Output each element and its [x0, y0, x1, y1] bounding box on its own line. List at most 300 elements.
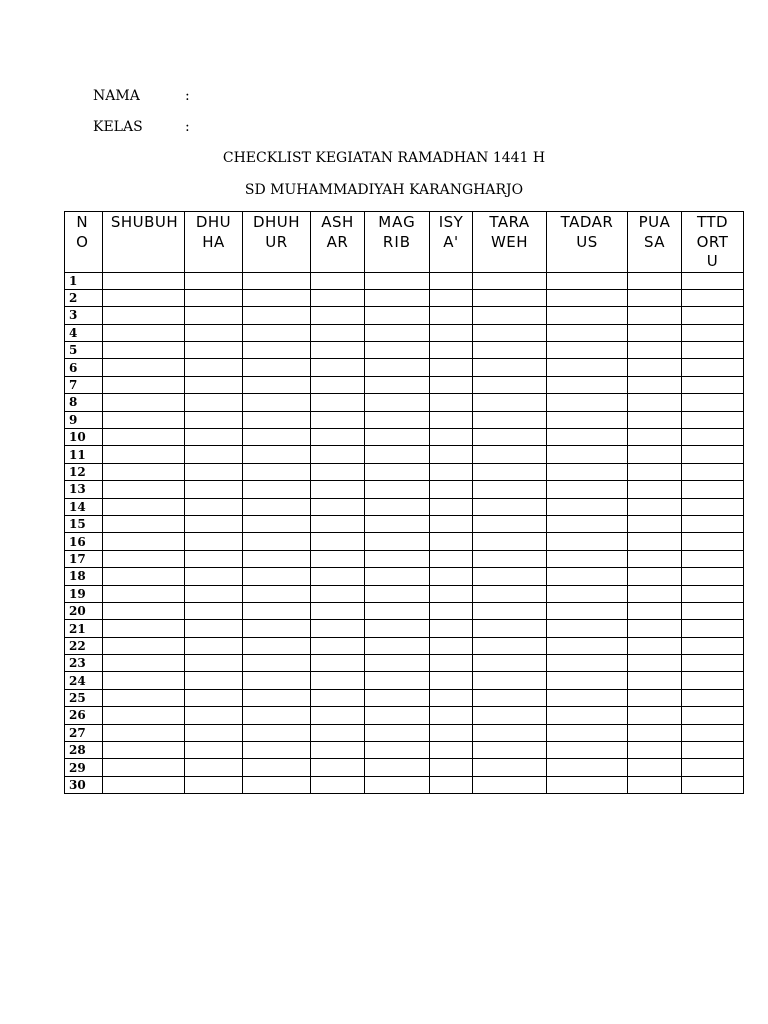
checklist-cell[interactable] — [311, 446, 365, 463]
checklist-cell[interactable] — [103, 533, 185, 550]
checklist-cell[interactable] — [103, 376, 185, 393]
checklist-cell[interactable] — [185, 568, 243, 585]
checklist-cell[interactable] — [430, 498, 473, 515]
checklist-cell[interactable] — [547, 655, 628, 672]
checklist-cell[interactable] — [547, 742, 628, 759]
checklist-cell[interactable] — [628, 602, 682, 619]
checklist-cell[interactable] — [243, 585, 311, 602]
checklist-cell[interactable] — [185, 376, 243, 393]
checklist-cell[interactable] — [243, 498, 311, 515]
checklist-cell[interactable] — [243, 446, 311, 463]
checklist-cell[interactable] — [628, 672, 682, 689]
checklist-cell[interactable] — [473, 463, 547, 480]
checklist-cell[interactable] — [311, 359, 365, 376]
checklist-cell[interactable] — [628, 637, 682, 654]
checklist-cell[interactable] — [311, 272, 365, 289]
checklist-cell[interactable] — [185, 672, 243, 689]
checklist-cell[interactable] — [365, 568, 430, 585]
checklist-cell[interactable] — [473, 550, 547, 567]
checklist-cell[interactable] — [103, 463, 185, 480]
checklist-cell[interactable] — [185, 481, 243, 498]
checklist-cell[interactable] — [682, 272, 744, 289]
checklist-cell[interactable] — [243, 515, 311, 532]
checklist-cell[interactable] — [473, 620, 547, 637]
checklist-cell[interactable] — [185, 515, 243, 532]
checklist-cell[interactable] — [430, 515, 473, 532]
checklist-cell[interactable] — [103, 672, 185, 689]
checklist-cell[interactable] — [682, 776, 744, 793]
checklist-cell[interactable] — [430, 429, 473, 446]
checklist-cell[interactable] — [311, 742, 365, 759]
checklist-cell[interactable] — [103, 550, 185, 567]
checklist-cell[interactable] — [628, 394, 682, 411]
checklist-cell[interactable] — [628, 463, 682, 480]
checklist-cell[interactable] — [682, 602, 744, 619]
checklist-cell[interactable] — [682, 637, 744, 654]
checklist-cell[interactable] — [365, 429, 430, 446]
checklist-cell[interactable] — [365, 550, 430, 567]
checklist-cell[interactable] — [103, 776, 185, 793]
checklist-cell[interactable] — [185, 411, 243, 428]
checklist-cell[interactable] — [628, 620, 682, 637]
checklist-cell[interactable] — [473, 446, 547, 463]
checklist-cell[interactable] — [365, 776, 430, 793]
checklist-cell[interactable] — [430, 602, 473, 619]
checklist-cell[interactable] — [628, 359, 682, 376]
checklist-cell[interactable] — [430, 655, 473, 672]
checklist-cell[interactable] — [365, 724, 430, 741]
checklist-cell[interactable] — [311, 463, 365, 480]
checklist-cell[interactable] — [365, 602, 430, 619]
checklist-cell[interactable] — [243, 429, 311, 446]
checklist-cell[interactable] — [103, 689, 185, 706]
checklist-cell[interactable] — [185, 359, 243, 376]
checklist-cell[interactable] — [185, 533, 243, 550]
checklist-cell[interactable] — [628, 776, 682, 793]
checklist-cell[interactable] — [682, 742, 744, 759]
checklist-cell[interactable] — [628, 724, 682, 741]
checklist-cell[interactable] — [682, 550, 744, 567]
checklist-cell[interactable] — [682, 376, 744, 393]
checklist-cell[interactable] — [682, 672, 744, 689]
checklist-cell[interactable] — [311, 759, 365, 776]
checklist-cell[interactable] — [185, 637, 243, 654]
checklist-cell[interactable] — [103, 498, 185, 515]
checklist-cell[interactable] — [365, 637, 430, 654]
checklist-cell[interactable] — [365, 411, 430, 428]
checklist-cell[interactable] — [430, 289, 473, 306]
checklist-cell[interactable] — [682, 707, 744, 724]
checklist-cell[interactable] — [103, 707, 185, 724]
checklist-cell[interactable] — [243, 707, 311, 724]
checklist-cell[interactable] — [185, 707, 243, 724]
checklist-cell[interactable] — [103, 637, 185, 654]
checklist-cell[interactable] — [243, 602, 311, 619]
checklist-cell[interactable] — [628, 446, 682, 463]
checklist-cell[interactable] — [365, 585, 430, 602]
checklist-cell[interactable] — [103, 289, 185, 306]
checklist-cell[interactable] — [473, 289, 547, 306]
checklist-cell[interactable] — [682, 585, 744, 602]
checklist-cell[interactable] — [473, 515, 547, 532]
checklist-cell[interactable] — [103, 655, 185, 672]
checklist-cell[interactable] — [365, 272, 430, 289]
checklist-cell[interactable] — [682, 655, 744, 672]
checklist-cell[interactable] — [311, 585, 365, 602]
checklist-cell[interactable] — [430, 359, 473, 376]
checklist-cell[interactable] — [365, 446, 430, 463]
checklist-cell[interactable] — [628, 585, 682, 602]
checklist-cell[interactable] — [682, 620, 744, 637]
checklist-cell[interactable] — [185, 272, 243, 289]
checklist-cell[interactable] — [365, 376, 430, 393]
checklist-cell[interactable] — [547, 394, 628, 411]
checklist-cell[interactable] — [628, 759, 682, 776]
checklist-cell[interactable] — [473, 568, 547, 585]
checklist-cell[interactable] — [682, 481, 744, 498]
checklist-cell[interactable] — [430, 481, 473, 498]
checklist-cell[interactable] — [243, 620, 311, 637]
checklist-cell[interactable] — [185, 724, 243, 741]
checklist-cell[interactable] — [682, 394, 744, 411]
checklist-cell[interactable] — [682, 429, 744, 446]
checklist-cell[interactable] — [103, 307, 185, 324]
checklist-cell[interactable] — [243, 724, 311, 741]
checklist-cell[interactable] — [103, 620, 185, 637]
checklist-cell[interactable] — [185, 289, 243, 306]
checklist-cell[interactable] — [430, 707, 473, 724]
checklist-cell[interactable] — [628, 689, 682, 706]
checklist-cell[interactable] — [473, 707, 547, 724]
checklist-cell[interactable] — [430, 307, 473, 324]
checklist-cell[interactable] — [185, 498, 243, 515]
checklist-cell[interactable] — [473, 655, 547, 672]
checklist-cell[interactable] — [682, 568, 744, 585]
checklist-cell[interactable] — [311, 672, 365, 689]
checklist-cell[interactable] — [430, 742, 473, 759]
checklist-cell[interactable] — [628, 533, 682, 550]
checklist-cell[interactable] — [185, 429, 243, 446]
checklist-cell[interactable] — [311, 342, 365, 359]
checklist-cell[interactable] — [473, 359, 547, 376]
checklist-cell[interactable] — [243, 742, 311, 759]
checklist-cell[interactable] — [430, 394, 473, 411]
checklist-cell[interactable] — [103, 568, 185, 585]
checklist-cell[interactable] — [365, 689, 430, 706]
checklist-cell[interactable] — [243, 637, 311, 654]
checklist-cell[interactable] — [473, 394, 547, 411]
checklist-cell[interactable] — [243, 324, 311, 341]
checklist-cell[interactable] — [628, 655, 682, 672]
checklist-cell[interactable] — [473, 324, 547, 341]
checklist-cell[interactable] — [365, 620, 430, 637]
checklist-cell[interactable] — [365, 359, 430, 376]
checklist-cell[interactable] — [365, 481, 430, 498]
checklist-cell[interactable] — [430, 620, 473, 637]
checklist-cell[interactable] — [243, 272, 311, 289]
checklist-cell[interactable] — [365, 498, 430, 515]
checklist-cell[interactable] — [103, 759, 185, 776]
checklist-cell[interactable] — [185, 463, 243, 480]
checklist-cell[interactable] — [365, 655, 430, 672]
checklist-cell[interactable] — [430, 568, 473, 585]
checklist-cell[interactable] — [185, 776, 243, 793]
checklist-cell[interactable] — [473, 481, 547, 498]
checklist-cell[interactable] — [628, 342, 682, 359]
checklist-cell[interactable] — [547, 515, 628, 532]
checklist-cell[interactable] — [185, 342, 243, 359]
checklist-cell[interactable] — [682, 724, 744, 741]
checklist-cell[interactable] — [628, 481, 682, 498]
checklist-cell[interactable] — [547, 724, 628, 741]
checklist-cell[interactable] — [185, 759, 243, 776]
checklist-cell[interactable] — [430, 724, 473, 741]
checklist-cell[interactable] — [430, 776, 473, 793]
checklist-cell[interactable] — [628, 742, 682, 759]
checklist-cell[interactable] — [430, 324, 473, 341]
checklist-cell[interactable] — [103, 324, 185, 341]
checklist-cell[interactable] — [430, 272, 473, 289]
checklist-cell[interactable] — [185, 602, 243, 619]
checklist-cell[interactable] — [473, 672, 547, 689]
checklist-cell[interactable] — [682, 307, 744, 324]
checklist-cell[interactable] — [365, 289, 430, 306]
checklist-cell[interactable] — [430, 411, 473, 428]
checklist-cell[interactable] — [103, 481, 185, 498]
checklist-cell[interactable] — [103, 515, 185, 532]
checklist-cell[interactable] — [103, 742, 185, 759]
checklist-cell[interactable] — [430, 637, 473, 654]
checklist-cell[interactable] — [628, 498, 682, 515]
checklist-cell[interactable] — [430, 585, 473, 602]
checklist-cell[interactable] — [430, 672, 473, 689]
checklist-cell[interactable] — [547, 446, 628, 463]
checklist-cell[interactable] — [547, 689, 628, 706]
checklist-cell[interactable] — [628, 411, 682, 428]
checklist-cell[interactable] — [311, 289, 365, 306]
checklist-cell[interactable] — [430, 376, 473, 393]
checklist-cell[interactable] — [185, 394, 243, 411]
checklist-cell[interactable] — [243, 411, 311, 428]
checklist-cell[interactable] — [243, 481, 311, 498]
checklist-cell[interactable] — [103, 411, 185, 428]
checklist-cell[interactable] — [311, 637, 365, 654]
checklist-cell[interactable] — [547, 481, 628, 498]
checklist-cell[interactable] — [365, 324, 430, 341]
checklist-cell[interactable] — [365, 515, 430, 532]
checklist-cell[interactable] — [430, 463, 473, 480]
checklist-cell[interactable] — [473, 759, 547, 776]
checklist-cell[interactable] — [365, 463, 430, 480]
checklist-cell[interactable] — [473, 637, 547, 654]
checklist-cell[interactable] — [628, 307, 682, 324]
checklist-cell[interactable] — [311, 707, 365, 724]
checklist-cell[interactable] — [682, 411, 744, 428]
checklist-cell[interactable] — [473, 742, 547, 759]
checklist-cell[interactable] — [682, 289, 744, 306]
checklist-cell[interactable] — [243, 289, 311, 306]
checklist-cell[interactable] — [547, 776, 628, 793]
checklist-cell[interactable] — [473, 585, 547, 602]
checklist-cell[interactable] — [243, 533, 311, 550]
checklist-cell[interactable] — [547, 272, 628, 289]
checklist-cell[interactable] — [473, 376, 547, 393]
checklist-cell[interactable] — [628, 376, 682, 393]
checklist-cell[interactable] — [682, 324, 744, 341]
checklist-cell[interactable] — [185, 742, 243, 759]
checklist-cell[interactable] — [547, 289, 628, 306]
checklist-cell[interactable] — [311, 498, 365, 515]
checklist-cell[interactable] — [547, 585, 628, 602]
checklist-cell[interactable] — [311, 429, 365, 446]
checklist-cell[interactable] — [185, 585, 243, 602]
checklist-cell[interactable] — [547, 498, 628, 515]
checklist-cell[interactable] — [547, 359, 628, 376]
checklist-cell[interactable] — [103, 359, 185, 376]
checklist-cell[interactable] — [365, 707, 430, 724]
checklist-cell[interactable] — [185, 689, 243, 706]
checklist-cell[interactable] — [311, 655, 365, 672]
checklist-cell[interactable] — [365, 672, 430, 689]
checklist-cell[interactable] — [473, 724, 547, 741]
checklist-cell[interactable] — [243, 759, 311, 776]
checklist-cell[interactable] — [365, 342, 430, 359]
checklist-cell[interactable] — [185, 655, 243, 672]
checklist-cell[interactable] — [628, 707, 682, 724]
checklist-cell[interactable] — [311, 533, 365, 550]
checklist-cell[interactable] — [547, 463, 628, 480]
checklist-cell[interactable] — [365, 533, 430, 550]
checklist-cell[interactable] — [473, 411, 547, 428]
checklist-cell[interactable] — [243, 689, 311, 706]
checklist-cell[interactable] — [243, 672, 311, 689]
checklist-cell[interactable] — [547, 602, 628, 619]
checklist-cell[interactable] — [311, 394, 365, 411]
checklist-cell[interactable] — [628, 324, 682, 341]
checklist-cell[interactable] — [311, 568, 365, 585]
checklist-cell[interactable] — [185, 550, 243, 567]
checklist-cell[interactable] — [682, 446, 744, 463]
checklist-cell[interactable] — [185, 324, 243, 341]
checklist-cell[interactable] — [547, 637, 628, 654]
checklist-cell[interactable] — [311, 307, 365, 324]
checklist-cell[interactable] — [682, 533, 744, 550]
checklist-cell[interactable] — [430, 533, 473, 550]
checklist-cell[interactable] — [682, 515, 744, 532]
checklist-cell[interactable] — [311, 376, 365, 393]
checklist-cell[interactable] — [547, 411, 628, 428]
checklist-cell[interactable] — [430, 342, 473, 359]
checklist-cell[interactable] — [473, 272, 547, 289]
checklist-cell[interactable] — [243, 307, 311, 324]
checklist-cell[interactable] — [628, 289, 682, 306]
checklist-cell[interactable] — [243, 463, 311, 480]
checklist-cell[interactable] — [473, 602, 547, 619]
checklist-cell[interactable] — [547, 342, 628, 359]
checklist-cell[interactable] — [547, 550, 628, 567]
checklist-cell[interactable] — [682, 759, 744, 776]
checklist-cell[interactable] — [103, 394, 185, 411]
checklist-cell[interactable] — [243, 655, 311, 672]
checklist-cell[interactable] — [547, 672, 628, 689]
checklist-cell[interactable] — [311, 411, 365, 428]
checklist-cell[interactable] — [185, 307, 243, 324]
checklist-cell[interactable] — [243, 568, 311, 585]
checklist-cell[interactable] — [103, 446, 185, 463]
checklist-cell[interactable] — [682, 359, 744, 376]
checklist-cell[interactable] — [311, 324, 365, 341]
checklist-cell[interactable] — [311, 776, 365, 793]
checklist-cell[interactable] — [547, 759, 628, 776]
checklist-cell[interactable] — [311, 689, 365, 706]
checklist-cell[interactable] — [243, 776, 311, 793]
checklist-cell[interactable] — [628, 515, 682, 532]
checklist-cell[interactable] — [547, 620, 628, 637]
checklist-cell[interactable] — [682, 689, 744, 706]
checklist-cell[interactable] — [473, 498, 547, 515]
checklist-cell[interactable] — [628, 429, 682, 446]
checklist-cell[interactable] — [243, 394, 311, 411]
checklist-cell[interactable] — [473, 342, 547, 359]
checklist-cell[interactable] — [628, 550, 682, 567]
checklist-cell[interactable] — [311, 620, 365, 637]
checklist-cell[interactable] — [430, 446, 473, 463]
checklist-cell[interactable] — [473, 776, 547, 793]
checklist-cell[interactable] — [185, 446, 243, 463]
checklist-cell[interactable] — [430, 759, 473, 776]
checklist-cell[interactable] — [243, 376, 311, 393]
checklist-cell[interactable] — [547, 707, 628, 724]
checklist-cell[interactable] — [365, 742, 430, 759]
checklist-cell[interactable] — [628, 568, 682, 585]
checklist-cell[interactable] — [311, 515, 365, 532]
checklist-cell[interactable] — [243, 342, 311, 359]
checklist-cell[interactable] — [311, 724, 365, 741]
checklist-cell[interactable] — [547, 568, 628, 585]
checklist-cell[interactable] — [473, 429, 547, 446]
checklist-cell[interactable] — [547, 307, 628, 324]
checklist-cell[interactable] — [103, 724, 185, 741]
checklist-cell[interactable] — [103, 602, 185, 619]
checklist-cell[interactable] — [243, 359, 311, 376]
checklist-cell[interactable] — [365, 307, 430, 324]
checklist-cell[interactable] — [473, 533, 547, 550]
checklist-cell[interactable] — [103, 585, 185, 602]
checklist-cell[interactable] — [430, 550, 473, 567]
checklist-cell[interactable] — [103, 429, 185, 446]
checklist-cell[interactable] — [682, 342, 744, 359]
checklist-cell[interactable] — [547, 324, 628, 341]
checklist-cell[interactable] — [628, 272, 682, 289]
checklist-cell[interactable] — [311, 602, 365, 619]
checklist-cell[interactable] — [243, 550, 311, 567]
checklist-cell[interactable] — [185, 620, 243, 637]
checklist-cell[interactable] — [473, 307, 547, 324]
checklist-cell[interactable] — [311, 550, 365, 567]
checklist-cell[interactable] — [547, 376, 628, 393]
checklist-cell[interactable] — [365, 394, 430, 411]
checklist-cell[interactable] — [473, 689, 547, 706]
checklist-cell[interactable] — [547, 533, 628, 550]
checklist-cell[interactable] — [311, 481, 365, 498]
checklist-cell[interactable] — [430, 689, 473, 706]
checklist-cell[interactable] — [682, 498, 744, 515]
checklist-cell[interactable] — [365, 759, 430, 776]
checklist-cell[interactable] — [103, 272, 185, 289]
checklist-cell[interactable] — [682, 463, 744, 480]
checklist-cell[interactable] — [547, 429, 628, 446]
checklist-cell[interactable] — [103, 342, 185, 359]
